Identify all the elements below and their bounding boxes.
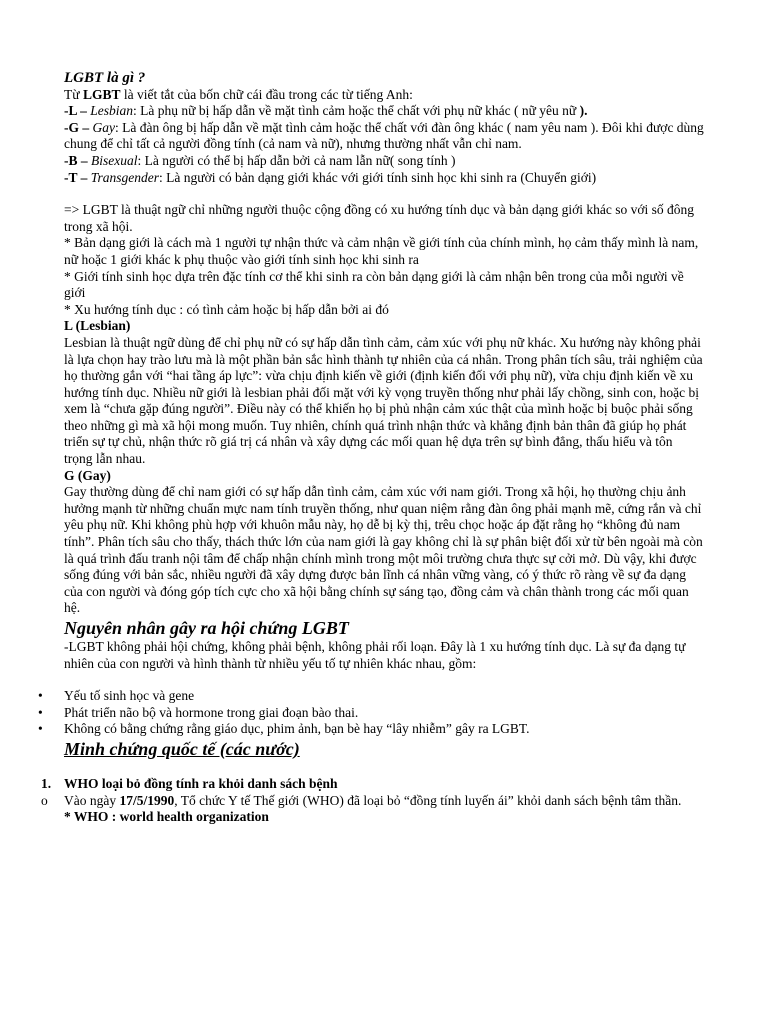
causes-heading: Nguyên nhân gây ra hội chứng LGBT bbox=[64, 618, 349, 638]
document-body bbox=[41, 70, 704, 826]
list-item: • Yếu tố sinh học và gene bbox=[64, 688, 704, 705]
evidence-list bbox=[41, 775, 704, 826]
spacer bbox=[64, 186, 704, 202]
gay-section-title: G (Gay) bbox=[64, 467, 111, 483]
definition-lesbian: -L – Lesbian: Là phụ nữ bị hấp dẫn về mặt tình cảm hoặc thể chất với phụ nữ khác ( nữ yêu nữ ). bbox=[64, 103, 588, 119]
definition-bisexual: -B – Bisexual: Là người có thể bị hấp dẫn bởi cả nam lẫn nữ( song tính ) bbox=[64, 152, 456, 168]
list-item: • Phát triển não bộ và hormone trong giai đoạn bào thai. bbox=[64, 705, 704, 722]
list-number: 1. bbox=[41, 775, 52, 791]
lesbian-section-body: Lesbian là thuật ngữ dùng để chỉ phụ nữ có sự hấp dẫn tình cảm, cảm xúc với phụ nữ khác. Xu hướng này không phải là lựa chọn hay trào lưu mà là một phần bản sắc hình thành tự nhiên của cá nhân. Trong phân tích sâu, trải nghiệm của họ thường gắn với “hai tầng áp lực”: vừa chịu định kiến về giới (định kiến đối với phụ nữ), vừa chịu định kiến về xu hướng tính dục. Nhiều nữ giới là lesbian phải đối mặt với kỳ vọng truyền thống như phải lấy chồng, sinh con, hoặc bị xem là “chưa gặp đúng người”. Điều này có thể khiến họ bị phủ nhận cảm xúc thật của mình hoặc bị buộc phải sống theo những gì mà xã hội mong muốn. Tuy nhiên, chính quá trình nhận thức và khẳng định bản thân đã giúp họ phát triển sự tự chủ, nhận thức rõ giá trị cá nhân và xây dựng các mối quan hệ dựa trên sự bình đẳng, thấu hiểu và tôn trọng lẫn nhau. bbox=[64, 334, 703, 467]
evidence-heading: Minh chứng quốc tế (các nước) bbox=[64, 738, 300, 759]
definition-transgender: -T – Transgender: Là người có bản dạng giới khác với giới tính sinh học khi sinh ra (Chuyển giới) bbox=[64, 169, 597, 185]
causes-body: -LGBT không phải hội chứng, không phải bệnh, không phải rối loạn. Đây là 1 xu hướng tính dục. Là sự đa dạng tự nhiên của con người và hình thành từ nhiều yếu tố tự nhiên khác nhau, gồm: bbox=[64, 639, 686, 671]
list-item bbox=[41, 775, 704, 826]
note-gender-identity: * Bản dạng giới là cách mà 1 người tự nhận thức và cảm nhận về giới tính của chính mình, họ cảm thấy mình là nam, nữ hoặc 1 giới khác k phụ thuộc vào giới tính sinh học khi sinh ra bbox=[64, 235, 699, 267]
gay-section-body: Gay thường dùng để chỉ nam giới có sự hấp dẫn tình cảm, cảm xúc với nam giới. Trong xã hội, họ thường chịu ảnh hưởng mạnh từ những chuẩn mực nam tính truyền thống, như quan niệm rằng đàn ông phải mạnh mẽ, cứng rắn và chỉ yêu phụ nữ. Khi không phù hợp với khuôn mẫu này, họ dễ bị kỳ thị, trêu chọc hoặc áp đặt rằng họ “không đủ nam tính”. Phân tích sâu cho thấy, thách thức lớn của nam giới là gay không chỉ là sự phân biệt đối xử từ bên ngoài mà còn là quá trình đấu tranh nội tâm để chấp nhận chính mình trong một môi trường chưa thực sự cởi mở. Dù vậy, khi được sống đúng với bản sắc, nhiều người đã xây dựng được bản lĩnh cá nhân vững vàng, có ý thức rõ ràng về sự đa dạng của con người và đóng góp tích cực cho xã hội bằng chính sự sáng tạo, đồng cảm và chân thành trong các mối quan hệ. bbox=[64, 484, 703, 616]
spacer bbox=[64, 672, 704, 688]
note-sexual-orientation: * Xu hướng tính dục : có tình cảm hoặc bị hấp dẫn bởi ai đó bbox=[64, 301, 389, 317]
lesbian-section-title: L (Lesbian) bbox=[64, 318, 131, 334]
intro-paragraph: Từ LGBT là viết tắt của bốn chữ cái đầu trong các từ tiếng Anh: bbox=[64, 86, 413, 102]
heading-lgbt: LGBT là gì ? bbox=[64, 70, 146, 86]
causes-list bbox=[64, 688, 704, 738]
sub-bullet-marker: o bbox=[41, 792, 48, 808]
note-biological-sex: * Giới tính sinh học dựa trên đặc tính cơ thể khi sinh ra còn bản dạng giới là cảm nhận bên trong của mỗi người về giới bbox=[64, 268, 684, 301]
evidence-date: 17/5/1990 bbox=[119, 792, 175, 808]
spacer bbox=[64, 760, 704, 776]
evidence-item-title: 1. WHO loại bỏ đồng tính ra khỏi danh sách bệnh bbox=[41, 775, 338, 791]
evidence-item-note: * WHO : world health organization bbox=[64, 809, 269, 825]
summary-paragraph: => LGBT là thuật ngữ chỉ những người thuộc cộng đồng có xu hướng tính dục và bản dạng giới khác so với số đông trong xã hội. bbox=[64, 202, 694, 234]
definition-gay: -G – Gay: Là đàn ông bị hấp dẫn về mặt tình cảm hoặc thể chất với đàn ông khác ( nam yêu nam ). Đôi khi được dùng chung để chỉ tất cả người đồng tính (cả nam và nữ), nhưng thường nhất vẫn chỉ nam. bbox=[64, 119, 704, 152]
list-item: • Không có bằng chứng rằng giáo dục, phim ảnh, bạn bè hay “lây nhiễm” gây ra LGBT. bbox=[64, 721, 704, 738]
evidence-item-detail: o Vào ngày 17/5/1990, Tổ chức Y tế Thế giới (WHO) đã loại bỏ “đồng tính luyến ái” khỏi danh sách bệnh tâm thần. bbox=[41, 792, 682, 808]
